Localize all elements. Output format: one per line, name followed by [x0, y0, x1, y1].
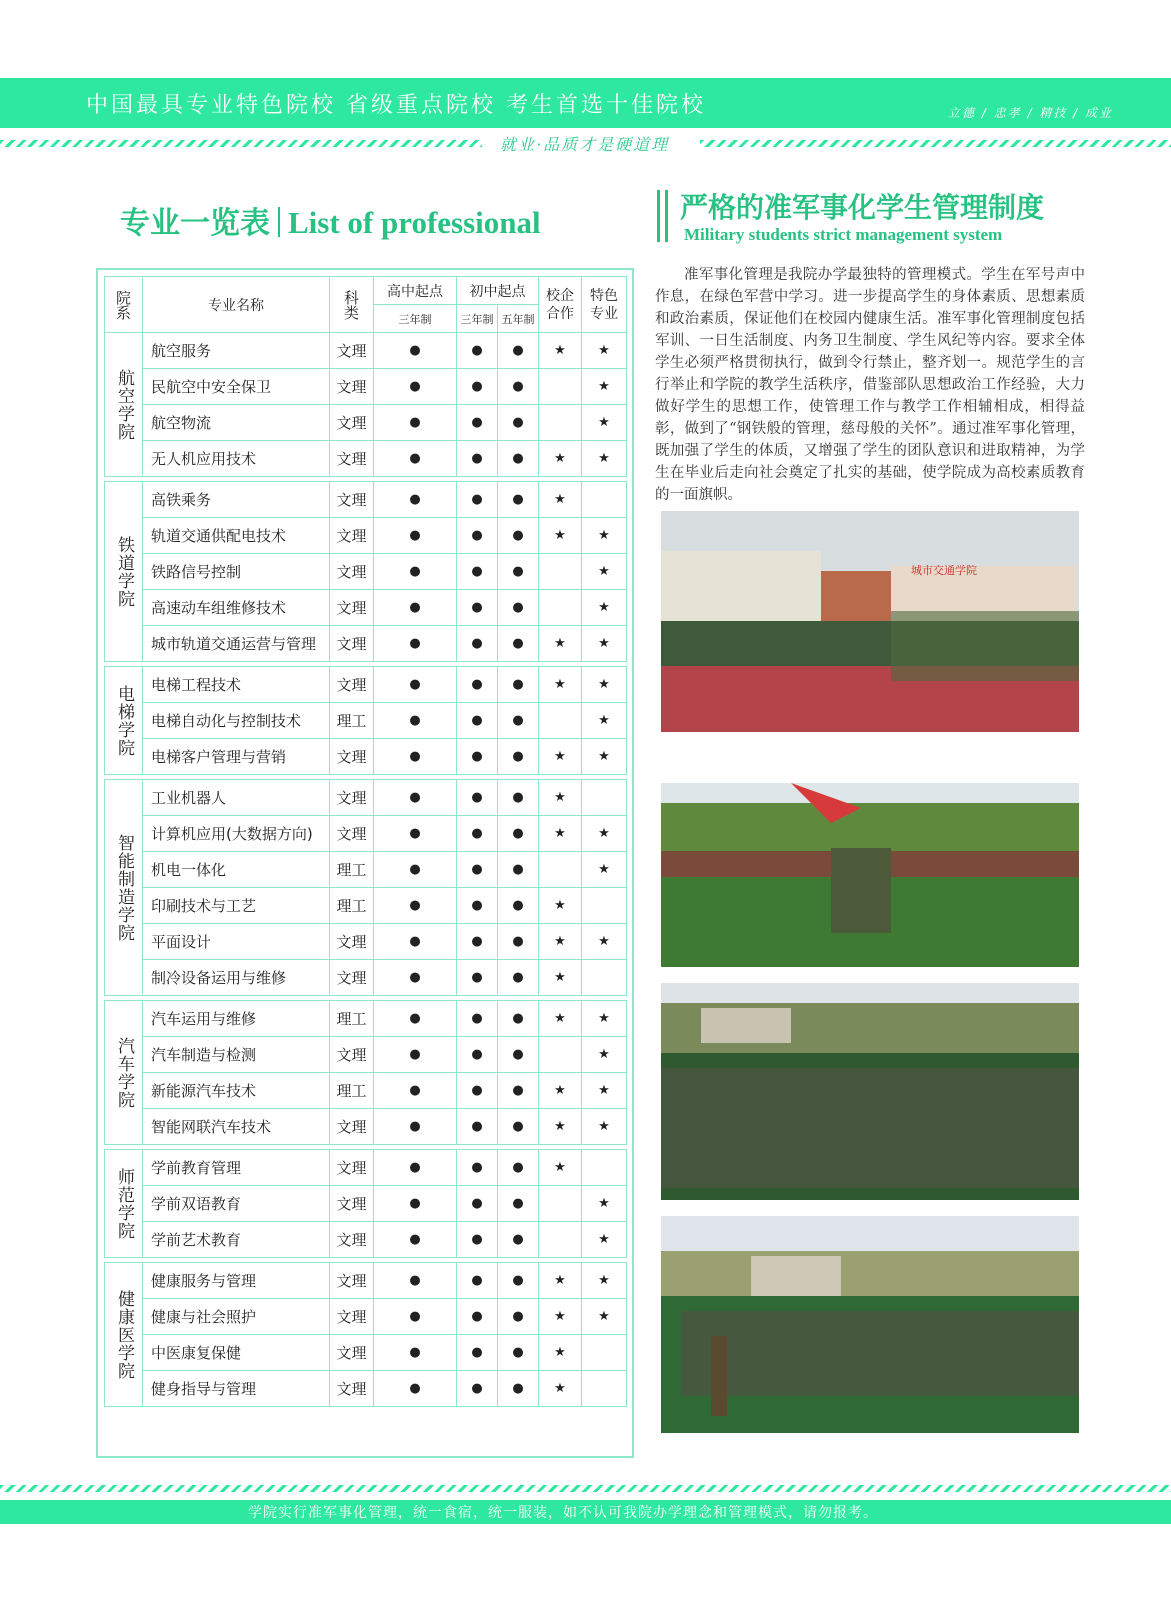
- list-title-en: List of professional: [288, 205, 541, 240]
- feature-mark: [582, 1335, 627, 1371]
- coop-mark: ★: [539, 816, 582, 852]
- major-category: 文理: [330, 369, 374, 405]
- table-row: [105, 1222, 627, 1258]
- junior-five-year-mark: ●: [498, 1222, 539, 1258]
- feature-mark: ★: [582, 554, 627, 590]
- coop-mark: ★: [539, 1299, 582, 1335]
- junior-five-year-mark: ●: [498, 1186, 539, 1222]
- feature-mark: ★: [582, 590, 627, 626]
- coop-mark: [539, 1222, 582, 1258]
- coop-mark: ★: [539, 1371, 582, 1407]
- table-row: [105, 369, 627, 405]
- coop-mark: ★: [539, 924, 582, 960]
- high-three-year-mark: ●: [374, 626, 457, 662]
- junior-five-year-mark: ●: [498, 441, 539, 477]
- feature-mark: ★: [582, 739, 627, 775]
- junior-five-year-mark: ●: [498, 1073, 539, 1109]
- header-motto: 立德 / 忠孝 / 精技 / 成业: [947, 106, 1113, 120]
- header-junior-three-year: 三年制: [457, 305, 498, 333]
- major-name: 印刷技术与工艺: [143, 888, 330, 924]
- junior-five-year-mark: ●: [498, 924, 539, 960]
- coop-mark: ★: [539, 1001, 582, 1037]
- junior-five-year-mark: ●: [498, 369, 539, 405]
- feature-mark: [582, 960, 627, 996]
- coop-mark: ★: [539, 482, 582, 518]
- major-name: 高铁乘务: [143, 482, 330, 518]
- table-row: [105, 1109, 627, 1145]
- feature-mark: ★: [582, 333, 627, 369]
- high-three-year-mark: ●: [374, 852, 457, 888]
- high-three-year-mark: ●: [374, 703, 457, 739]
- major-category: 文理: [330, 1037, 374, 1073]
- table-row: [105, 626, 627, 662]
- junior-three-year-mark: ●: [457, 1371, 498, 1407]
- high-three-year-mark: ●: [374, 590, 457, 626]
- feature-mark: ★: [582, 1222, 627, 1258]
- major-category: 文理: [330, 626, 374, 662]
- title-bar: [657, 190, 660, 242]
- junior-five-year-mark: ●: [498, 482, 539, 518]
- high-three-year-mark: ●: [374, 924, 457, 960]
- major-category: 文理: [330, 1299, 374, 1335]
- junior-three-year-mark: ●: [457, 1037, 498, 1073]
- major-name: 汽车制造与检测: [143, 1037, 330, 1073]
- table-row: [105, 1371, 627, 1407]
- decorative-stripe-bottom: [0, 1485, 1171, 1492]
- junior-five-year-mark: ●: [498, 333, 539, 369]
- high-three-year-mark: ●: [374, 1109, 457, 1145]
- high-three-year-mark: ●: [374, 1150, 457, 1186]
- title-separator: [278, 207, 280, 237]
- feature-mark: ★: [582, 1263, 627, 1299]
- feature-mark: ★: [582, 518, 627, 554]
- major-name: 制冷设备运用与维修: [143, 960, 330, 996]
- junior-three-year-mark: ●: [457, 739, 498, 775]
- major-category: 文理: [330, 1222, 374, 1258]
- high-three-year-mark: ●: [374, 1371, 457, 1407]
- major-name: 电梯客户管理与营销: [143, 739, 330, 775]
- junior-three-year-mark: ●: [457, 482, 498, 518]
- high-three-year-mark: ●: [374, 518, 457, 554]
- junior-three-year-mark: ●: [457, 441, 498, 477]
- coop-mark: ★: [539, 1150, 582, 1186]
- header-high-three-year: 三年制: [374, 305, 457, 333]
- major-category: 理工: [330, 703, 374, 739]
- header-dept: 院系: [105, 277, 143, 333]
- junior-five-year-mark: ●: [498, 739, 539, 775]
- dept-cell: 汽车学院: [105, 1001, 143, 1145]
- major-name: 平面设计: [143, 924, 330, 960]
- coop-mark: ★: [539, 1073, 582, 1109]
- high-three-year-mark: ●: [374, 369, 457, 405]
- coop-mark: ★: [539, 1335, 582, 1371]
- major-category: 文理: [330, 1371, 374, 1407]
- junior-three-year-mark: ●: [457, 703, 498, 739]
- junior-five-year-mark: ●: [498, 1001, 539, 1037]
- coop-mark: ★: [539, 960, 582, 996]
- table-row: [105, 852, 627, 888]
- header-feature: 特色专业: [582, 277, 627, 333]
- table-row: [105, 960, 627, 996]
- major-name: 计算机应用(大数据方向): [143, 816, 330, 852]
- major-name: 健康服务与管理: [143, 1263, 330, 1299]
- header-category: 科类: [330, 277, 374, 333]
- major-name: 学前教育管理: [143, 1150, 330, 1186]
- major-category: 理工: [330, 852, 374, 888]
- table-row: [105, 1335, 627, 1371]
- major-name: 汽车运用与维修: [143, 1001, 330, 1037]
- major-category: 文理: [330, 924, 374, 960]
- high-three-year-mark: ●: [374, 554, 457, 590]
- major-category: 文理: [330, 554, 374, 590]
- coop-mark: [539, 1186, 582, 1222]
- junior-three-year-mark: ●: [457, 626, 498, 662]
- major-name: 机电一体化: [143, 852, 330, 888]
- major-name: 电梯自动化与控制技术: [143, 703, 330, 739]
- high-three-year-mark: ●: [374, 888, 457, 924]
- table-row: [105, 518, 627, 554]
- table-row: [105, 780, 627, 816]
- footer-notice: 学院实行准军事化管理，统一食宿，统一服装，如不认可我院办学理念和管理模式，请勿报考。: [248, 1505, 878, 1521]
- coop-mark: ★: [539, 518, 582, 554]
- feature-mark: ★: [582, 667, 627, 703]
- junior-five-year-mark: ●: [498, 1335, 539, 1371]
- junior-three-year-mark: ●: [457, 333, 498, 369]
- junior-five-year-mark: ●: [498, 816, 539, 852]
- coop-mark: [539, 703, 582, 739]
- junior-three-year-mark: ●: [457, 369, 498, 405]
- major-name: 中医康复保健: [143, 1335, 330, 1371]
- junior-three-year-mark: ●: [457, 518, 498, 554]
- junior-five-year-mark: ●: [498, 703, 539, 739]
- feature-mark: ★: [582, 441, 627, 477]
- junior-three-year-mark: ●: [457, 888, 498, 924]
- junior-three-year-mark: ●: [457, 1335, 498, 1371]
- header-high-school: 高中起点: [374, 277, 457, 305]
- feature-mark: ★: [582, 1001, 627, 1037]
- junior-five-year-mark: ●: [498, 780, 539, 816]
- junior-three-year-mark: ●: [457, 960, 498, 996]
- major-category: 文理: [330, 333, 374, 369]
- junior-three-year-mark: ●: [457, 1073, 498, 1109]
- major-name: 民航空中安全保卫: [143, 369, 330, 405]
- junior-three-year-mark: ●: [457, 667, 498, 703]
- header-band: [0, 78, 1171, 128]
- coop-mark: ★: [539, 1263, 582, 1299]
- table-row: [105, 1186, 627, 1222]
- list-title-cn: 专业一览表: [120, 207, 270, 240]
- junior-three-year-mark: ●: [457, 1001, 498, 1037]
- table-row: [105, 1150, 627, 1186]
- junior-five-year-mark: ●: [498, 590, 539, 626]
- coop-mark: ★: [539, 1109, 582, 1145]
- dept-cell: 铁道学院: [105, 482, 143, 662]
- header-junior-five-year: 五年制: [498, 305, 539, 333]
- junior-five-year-mark: ●: [498, 405, 539, 441]
- junior-three-year-mark: ●: [457, 590, 498, 626]
- major-category: 文理: [330, 1109, 374, 1145]
- coop-mark: [539, 1037, 582, 1073]
- high-three-year-mark: ●: [374, 333, 457, 369]
- major-name: 航空服务: [143, 333, 330, 369]
- table-row: [105, 441, 627, 477]
- table-row: [105, 816, 627, 852]
- table-row: [105, 554, 627, 590]
- list-title: [120, 198, 541, 244]
- major-category: 文理: [330, 816, 374, 852]
- high-three-year-mark: ●: [374, 1299, 457, 1335]
- high-three-year-mark: ●: [374, 1037, 457, 1073]
- junior-five-year-mark: ●: [498, 960, 539, 996]
- dept-cell: 智能制造学院: [105, 780, 143, 996]
- high-three-year-mark: ●: [374, 1001, 457, 1037]
- major-category: 文理: [330, 1335, 374, 1371]
- header-slogan: 中国最具专业特色院校 省级重点院校 考生首选十佳院校: [86, 93, 706, 118]
- junior-three-year-mark: ●: [457, 554, 498, 590]
- major-name: 城市轨道交通运营与管理: [143, 626, 330, 662]
- major-category: 文理: [330, 405, 374, 441]
- header-junior-school: 初中起点: [457, 277, 539, 305]
- high-three-year-mark: ●: [374, 1073, 457, 1109]
- header-coop: 校企合作: [539, 277, 582, 333]
- table-header: [105, 277, 627, 333]
- photo-flag-bearer: [661, 783, 1079, 967]
- coop-mark: [539, 369, 582, 405]
- junior-three-year-mark: ●: [457, 924, 498, 960]
- junior-five-year-mark: ●: [498, 554, 539, 590]
- table-row: [105, 482, 627, 518]
- high-three-year-mark: ●: [374, 739, 457, 775]
- table-row: [105, 1263, 627, 1299]
- junior-five-year-mark: ●: [498, 626, 539, 662]
- major-category: 理工: [330, 1073, 374, 1109]
- table-row: [105, 1073, 627, 1109]
- table-row: [105, 924, 627, 960]
- junior-three-year-mark: ●: [457, 1299, 498, 1335]
- major-category: 文理: [330, 441, 374, 477]
- dept-cell: 航空学院: [105, 333, 143, 477]
- junior-three-year-mark: ●: [457, 1186, 498, 1222]
- campus-building-sign: 城市交通学院: [911, 564, 977, 577]
- coop-mark: ★: [539, 739, 582, 775]
- feature-mark: [582, 780, 627, 816]
- coop-mark: ★: [539, 333, 582, 369]
- coop-mark: ★: [539, 667, 582, 703]
- table-row: [105, 703, 627, 739]
- high-three-year-mark: ●: [374, 667, 457, 703]
- coop-mark: ★: [539, 441, 582, 477]
- coop-mark: ★: [539, 780, 582, 816]
- table-row: [105, 590, 627, 626]
- major-category: 理工: [330, 1001, 374, 1037]
- decorative-stripe-right: [700, 140, 1171, 147]
- major-category: 文理: [330, 1263, 374, 1299]
- major-category: 文理: [330, 518, 374, 554]
- major-category: 理工: [330, 888, 374, 924]
- feature-mark: ★: [582, 626, 627, 662]
- feature-mark: ★: [582, 405, 627, 441]
- feature-mark: ★: [582, 369, 627, 405]
- dept-cell: 健康医学院: [105, 1263, 143, 1407]
- dept-cell: 师范学院: [105, 1150, 143, 1258]
- major-name: 学前艺术教育: [143, 1222, 330, 1258]
- feature-mark: ★: [582, 1186, 627, 1222]
- photo-formation: [661, 983, 1079, 1200]
- feature-mark: [582, 888, 627, 924]
- header-name: 专业名称: [143, 277, 330, 333]
- junior-five-year-mark: ●: [498, 518, 539, 554]
- feature-mark: ★: [582, 1037, 627, 1073]
- major-category: 文理: [330, 780, 374, 816]
- high-three-year-mark: ●: [374, 441, 457, 477]
- major-name: 铁路信号控制: [143, 554, 330, 590]
- junior-five-year-mark: ●: [498, 1263, 539, 1299]
- major-category: 文理: [330, 482, 374, 518]
- major-name: 航空物流: [143, 405, 330, 441]
- management-subtitle: Military students strict management system: [684, 225, 1003, 244]
- major-name: 工业机器人: [143, 780, 330, 816]
- junior-three-year-mark: ●: [457, 852, 498, 888]
- high-three-year-mark: ●: [374, 1335, 457, 1371]
- table-row: [105, 1299, 627, 1335]
- junior-five-year-mark: ●: [498, 1150, 539, 1186]
- high-three-year-mark: ●: [374, 960, 457, 996]
- coop-mark: ★: [539, 888, 582, 924]
- coop-mark: [539, 405, 582, 441]
- tagline: 就业·品质才是硬道理: [500, 135, 670, 154]
- feature-mark: ★: [582, 703, 627, 739]
- junior-three-year-mark: ●: [457, 405, 498, 441]
- major-name: 轨道交通供配电技术: [143, 518, 330, 554]
- photo-review: [661, 1216, 1079, 1433]
- photo-flag-parade: [661, 511, 1079, 732]
- table-row: [105, 1001, 627, 1037]
- major-category: 文理: [330, 590, 374, 626]
- major-category: 文理: [330, 1186, 374, 1222]
- junior-three-year-mark: ●: [457, 816, 498, 852]
- feature-mark: ★: [582, 924, 627, 960]
- major-name: 智能网联汽车技术: [143, 1109, 330, 1145]
- major-name: 无人机应用技术: [143, 441, 330, 477]
- table-body: [105, 333, 627, 1407]
- high-three-year-mark: ●: [374, 482, 457, 518]
- feature-mark: ★: [582, 1109, 627, 1145]
- footer-band: [0, 1500, 1171, 1524]
- junior-three-year-mark: ●: [457, 1109, 498, 1145]
- feature-mark: ★: [582, 1299, 627, 1335]
- table-row: [105, 667, 627, 703]
- table-row: [105, 405, 627, 441]
- high-three-year-mark: ●: [374, 1222, 457, 1258]
- major-category: 文理: [330, 739, 374, 775]
- major-name: 健身指导与管理: [143, 1371, 330, 1407]
- junior-five-year-mark: ●: [498, 1037, 539, 1073]
- feature-mark: [582, 1371, 627, 1407]
- junior-five-year-mark: ●: [498, 1109, 539, 1145]
- high-three-year-mark: ●: [374, 1263, 457, 1299]
- feature-mark: [582, 482, 627, 518]
- junior-three-year-mark: ●: [457, 1263, 498, 1299]
- major-category: 文理: [330, 1150, 374, 1186]
- high-three-year-mark: ●: [374, 1186, 457, 1222]
- table-row: [105, 739, 627, 775]
- coop-mark: ★: [539, 626, 582, 662]
- major-name: 新能源汽车技术: [143, 1073, 330, 1109]
- coop-mark: [539, 554, 582, 590]
- high-three-year-mark: ●: [374, 780, 457, 816]
- table-row: [105, 1037, 627, 1073]
- junior-three-year-mark: ●: [457, 1222, 498, 1258]
- junior-three-year-mark: ●: [457, 1150, 498, 1186]
- coop-mark: [539, 852, 582, 888]
- junior-five-year-mark: ●: [498, 888, 539, 924]
- high-three-year-mark: ●: [374, 816, 457, 852]
- high-three-year-mark: ●: [374, 405, 457, 441]
- major-name: 健康与社会照护: [143, 1299, 330, 1335]
- majors-table: [104, 276, 627, 1407]
- title-bar: [665, 190, 668, 242]
- major-category: 文理: [330, 960, 374, 996]
- junior-five-year-mark: ●: [498, 1371, 539, 1407]
- major-category: 文理: [330, 667, 374, 703]
- management-title: 严格的准军事化学生管理制度: [680, 191, 1045, 224]
- decorative-stripe-left: [0, 140, 482, 147]
- coop-mark: [539, 590, 582, 626]
- junior-five-year-mark: ●: [498, 667, 539, 703]
- junior-five-year-mark: ●: [498, 852, 539, 888]
- junior-three-year-mark: ●: [457, 780, 498, 816]
- major-name: 学前双语教育: [143, 1186, 330, 1222]
- feature-mark: ★: [582, 816, 627, 852]
- feature-mark: [582, 1150, 627, 1186]
- table-row: [105, 333, 627, 369]
- major-name: 电梯工程技术: [143, 667, 330, 703]
- junior-five-year-mark: ●: [498, 1299, 539, 1335]
- major-name: 高速动车组维修技术: [143, 590, 330, 626]
- management-body: 准军事化管理是我院办学最独特的管理模式。学生在军号声中作息，在绿色军营中学习。进一步提高学生的身体素质、思想素质和政治素质，保证他们在校园内健康生活。准军事化管理制度包括军训、一日生活制度、内务卫生制度、学生风纪等内容。要求全体学生必须严格贯彻执行，做到令行禁止，整齐划一。规范学生的言行举止和学院的教学生活秩序，借鉴部队思想政治工作经验，大力做好学生的思想工作，使管理工作与教学工作相辅相成，相得益彰，做到了“钢铁般的管理，慈母般的关怀”。通过准军事化管理，既加强了学生的体质，又增强了学生的团队意识和进取精神，为学生在毕业后走向社会奠定了扎实的基础，使学院成为高校素质教育的一面旗帜。: [655, 267, 1085, 503]
- feature-mark: ★: [582, 1073, 627, 1109]
- table-row: [105, 888, 627, 924]
- dept-cell: 电梯学院: [105, 667, 143, 775]
- feature-mark: ★: [582, 852, 627, 888]
